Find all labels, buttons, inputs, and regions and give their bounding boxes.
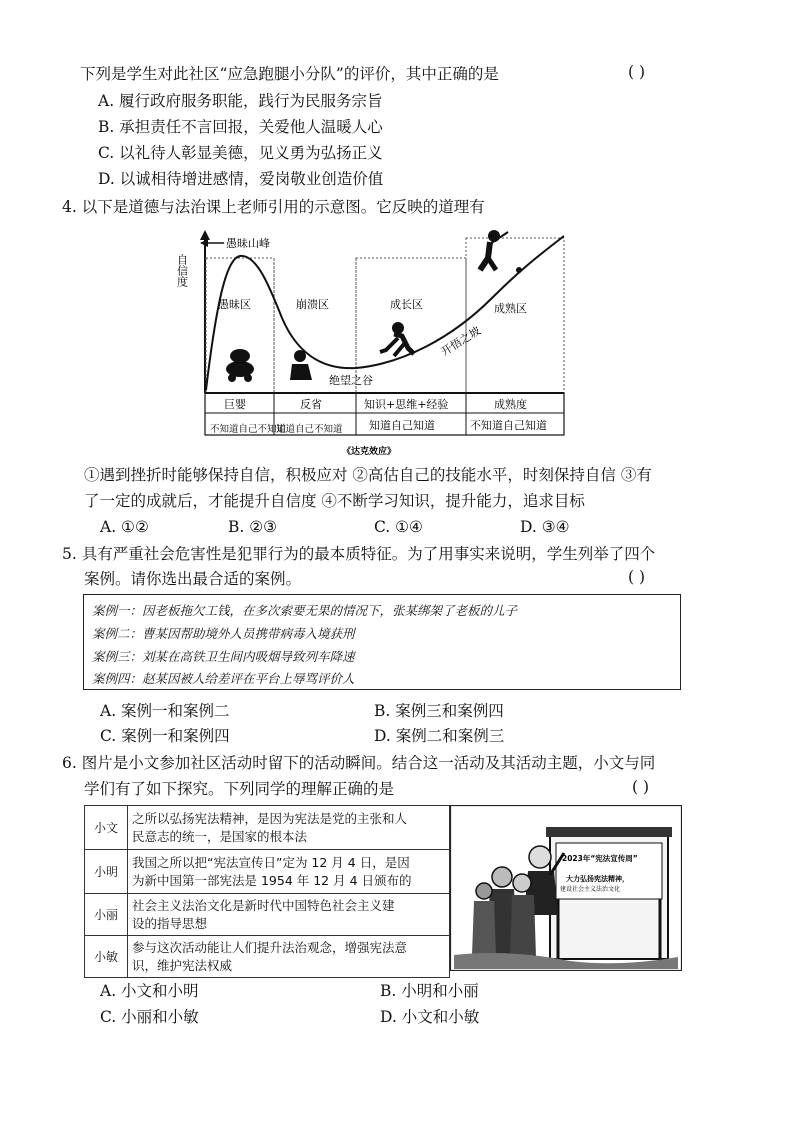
q6-option-a[interactable]: A. 小文和小明 [100,982,199,1000]
table-row [85,936,450,978]
dunning-kruger-diagram [172,228,572,460]
q4-option-d[interactable]: D. ③④ [520,518,570,536]
slope-label: 开悟之坡 [438,324,483,359]
q6-stem-line2: 学们有了如下探究。下列同学的理解正确的是 [84,780,395,798]
q3-stem: 下列是学生对此社区“应急跑腿小分队”的评价，其中正确的是 [80,65,499,83]
y-axis-arrow-icon [200,230,210,240]
svg-text:大力弘扬宪法精神，: 大力弘扬宪法精神， [566,875,629,883]
q3-option-c[interactable]: C. 以礼待人彰显美德，见义勇为弘扬正义 [98,144,383,162]
svg-text:建设社会主义法治文化: 建设社会主义法治文化 [560,886,621,893]
table-row [85,806,450,850]
q6-option-c[interactable]: C. 小丽和小敏 [100,1008,199,1026]
q6-answer-paren[interactable]: ( ) [632,778,650,796]
zone-box-4 [466,238,564,393]
zone-label-3: 成长区 [390,298,423,311]
peak-label: 愚昧山峰 [226,237,270,250]
knowledge-2: 知道自己不知道 [276,424,343,435]
q5-option-b[interactable]: B. 案例三和案例四 [374,702,504,720]
activity-photo [450,805,682,971]
stage-3: 知识+思维+经验 [364,398,449,411]
case-2: 案例二：曹某因帮助境外人员携带病毒入境获刑 [92,626,355,641]
statement-text: 社会主义法治文化是新时代中国特色社会主义建 设的指导思想 [128,894,450,936]
zone-box-3 [356,258,466,393]
baby-figure-icon [226,349,254,382]
valley-label: 绝望之谷 [329,374,373,387]
statement-text: 我国之所以把“宪法宣传日”定为 12 月 4 日，是因 为新中国第一部宪法是 1954 年 12 月 4 日颁布的 [128,850,450,894]
q5-stem-line1: 5. 具有严重社会危害性是犯罪行为的最本质特征。为了用事实来说明，学生列举了四个 [62,545,656,563]
running-figure-icon [380,322,414,356]
knowledge-4: 不知道自己知道 [470,419,547,432]
stage-1: 巨婴 [224,398,246,411]
stage-4: 成熟度 [494,398,527,411]
q3-option-d[interactable]: D. 以诚相待增进感情，爱岗敬业创造价值 [98,170,384,188]
case-1: 案例一：因老板拖欠工钱，在多次索要无果的情况下，张某绑架了老板的儿子 [92,603,518,618]
zone-label-4: 成熟区 [494,302,527,315]
zone-label-2: 崩溃区 [296,298,329,311]
case-3: 案例三：刘某在高铁卫生间内吸烟导致列车降速 [92,649,355,664]
q4-option-b[interactable]: B. ②③ [228,518,278,536]
table-row [85,894,450,936]
q4-stem: 4. 以下是道德与法治课上老师引用的示意图。它反映的道理有 [62,198,485,216]
knowledge-3: 知道自己知道 [369,419,435,432]
q5-case-box [83,594,681,690]
student-name: 小丽 [85,894,128,936]
student-name: 小文 [85,806,128,850]
zone-label-1: 愚昧区 [218,298,251,311]
q3-option-b[interactable]: B. 承担责任不言回报，关爱他人温暖人心 [98,118,383,136]
case-4: 案例四：赵某因被人给差评在平台上辱骂评价人 [92,671,355,686]
q4-option-a[interactable]: A. ①② [100,518,149,536]
q5-stem-line2: 案例。请你选出最合适的案例。 [84,570,302,588]
statement-text: 之所以弘扬宪法精神，是因为宪法是党的主张和人 民意志的统一，是国家的根本法 [128,806,450,850]
q4-statements-line1: ①遇到挫折时能够保持自信，积极应对 ②高估自己的技能水平，时刻保持自信 ③有 [84,466,652,484]
stage-table [205,393,564,435]
q4-option-c[interactable]: C. ①④ [374,518,423,536]
svg-text:2023年“宪法宣传周”: 2023年“宪法宣传周” [562,854,638,863]
q6-option-b[interactable]: B. 小明和小丽 [380,982,479,1000]
y-axis-label: 自信度 [175,254,189,287]
q5-answer-paren[interactable]: ( ) [628,568,646,586]
q6-statement-table [84,805,450,978]
statement-text: 参与这次活动能让人们提升法治观念，增强宪法意 识，维护宪法权威 [128,936,450,978]
figure-caption: 《达克效应》 [342,447,397,457]
knowledge-1: 不知道自己不知道 [210,424,287,435]
q3-answer-paren[interactable]: ( ) [628,63,646,81]
q5-option-a[interactable]: A. 案例一和案例二 [100,702,230,720]
q6-stem-line1: 6. 图片是小文参加社区活动时留下的活动瞬间。结合这一活动及其活动主题，小文与同 [62,754,656,772]
q5-option-c[interactable]: C. 案例一和案例四 [100,727,230,745]
golfer-figure-icon [480,230,522,273]
student-name: 小敏 [85,936,128,978]
q6-option-d[interactable]: D. 小文和小敏 [380,1008,480,1026]
q4-statements-line2: 了一定的成就后，才能提升自信度 ④不断学习知识，提升能力，追求目标 [84,492,585,510]
table-row [85,850,450,894]
student-name: 小明 [85,850,128,894]
stage-2: 反省 [300,398,322,411]
q3-option-a[interactable]: A. 履行政府服务职能，践行为民服务宗旨 [98,92,383,110]
q5-option-d[interactable]: D. 案例二和案例三 [374,727,505,745]
